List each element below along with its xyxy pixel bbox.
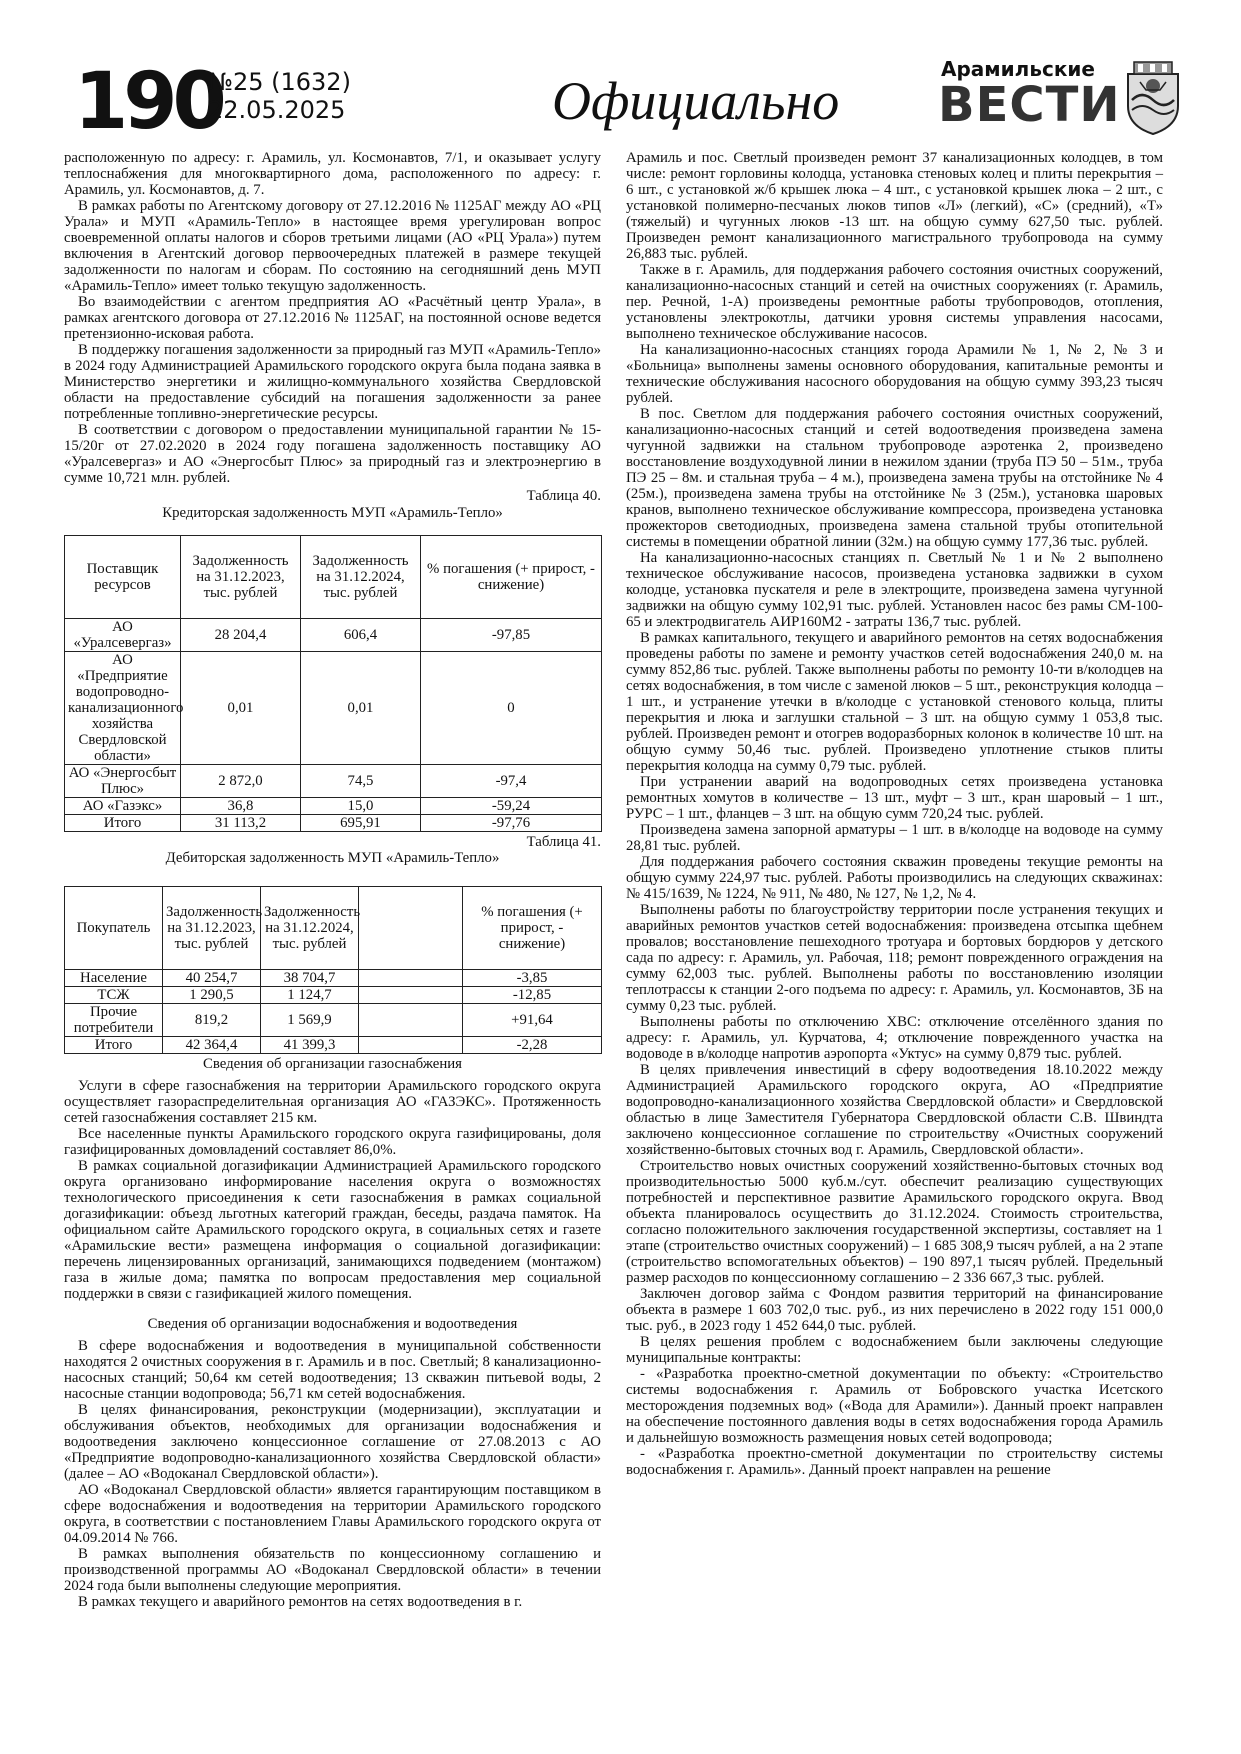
table-row bbox=[65, 1004, 602, 1037]
table-cell: 0,01 bbox=[181, 652, 301, 765]
table-cell: Прочие потребители bbox=[65, 1004, 163, 1037]
section-title: Официально bbox=[552, 71, 840, 131]
table-cell: 40 254,7 bbox=[163, 970, 261, 987]
table-cell: 695,91 bbox=[301, 815, 421, 832]
paragraph: В рамках выполнения обязательств по концессионному соглашению и производственной программы АО «Водоканал Свердловской области» в течении 2024 года были выполнены следующие мероприятия. bbox=[64, 1546, 601, 1594]
paragraph: Произведена замена запорной арматуры – 1 шт. в в/колодце на водоводе на сумму 28,81 тыс. рублей. bbox=[626, 822, 1163, 854]
table-cell: 74,5 bbox=[301, 765, 421, 798]
column-header: % погашения (+ прирост, - снижение) bbox=[463, 887, 602, 970]
logo-main-text: ВЕСТИ bbox=[938, 77, 1121, 133]
table-cell: 28 204,4 bbox=[181, 619, 301, 652]
table-title: Дебиторская задолженность МУП «Арамиль-Тепло» bbox=[165, 850, 500, 866]
table-cell: АО «Уралсевергаз» bbox=[65, 619, 181, 652]
paragraph: В рамках текущего и аварийного ремонтов на сетях водоотведения в г. bbox=[78, 1594, 523, 1610]
paragraph: Выполнены работы по отключению ХВС: отключение отселённого здания по адресу: г. Арамиль, ул. Курчатова, 4; отключение поврежденного участка на водоводе в в/колодце напротив аэропорта «Уктус» на сумму 0,879 тыс. рублей. bbox=[626, 1014, 1163, 1062]
paragraph: Во взаимодействии с агентом предприятия АО «Расчётный центр Урала», в рамках агентского договора от 27.12.2016 № 1125АГ, на постоянной основе ведется претензионно-исковая работа. bbox=[64, 294, 601, 342]
table-cell: Итого bbox=[65, 815, 181, 832]
table-row bbox=[65, 987, 602, 1004]
left-column bbox=[64, 150, 601, 1610]
paragraph: Все населенные пункты Арамильского городского округа газифицированы, доля газифицированных домовладений составляет 86,0%. bbox=[64, 1126, 601, 1158]
paragraph: На канализационно-насосных станциях города Арамили № 1, № 2, № 3 и «Больница» выполнены замены основного оборудования, капитальные ремонты и технические обслуживания насосного оборудования на общую сумму 393,23 тысяч рублей. bbox=[626, 342, 1163, 406]
column-header: Задолженность на 31.12.2023, тыс. рублей bbox=[163, 887, 261, 970]
table-title: Кредиторская задолженность МУП «Арамиль-Тепло» bbox=[162, 505, 503, 521]
table-cell bbox=[359, 1004, 463, 1037]
table-cell: 41 399,3 bbox=[261, 1037, 359, 1054]
table-cell: -59,24 bbox=[421, 798, 602, 815]
paragraph: Заключен договор займа с Фондом развития территорий на финансирование объекта в размере 1 603 702,0 тыс. руб., из них перечислено в 2022 году 151 000,0 тыс. руб., в 2023 году 1 452 644,0 тыс. рублей. bbox=[626, 1286, 1163, 1334]
paragraph: - «Разработка проектно-сметной документации по объекту: «Строительство системы водоснабжения г. Арамиль от Бобровского участка Исетского месторождения подземных вод» («Вода для Арамили»). Данный проект направлен на обеспечение постоянного давления воды в сетях водоснабжения города Арамиль и дальнейшую возможность размещения новых сетей водопровода; bbox=[626, 1366, 1163, 1446]
table-cell bbox=[359, 970, 463, 987]
newspaper-logo bbox=[938, 57, 1121, 133]
column-header: Поставщик ресурсов bbox=[65, 536, 181, 619]
section-heading: Сведения об организации водоснабжения и водоотведения bbox=[147, 1316, 518, 1332]
masthead bbox=[62, 58, 1180, 146]
table-row bbox=[65, 970, 602, 987]
paragraph: Для поддержания рабочего состояния скважин проведены текущие ремонты на общую сумму 224,97 тыс. рублей. Работы производились на следующих скважинах: № 415/1639, № 1224, № 911, № 480, № 127, № 1,2, № 4. bbox=[626, 854, 1163, 902]
paragraph: Арамиль и пос. Светлый произведен ремонт 37 канализационных колодцев, в том числе: ремонт горловины колодца, установка стеновых колец и плиты перекрытия – 6 шт., с установкой ж/б крышек люка – 4 шт., с установкой крышек люка – 2 шт., с установкой полимерно-песчаных люков типов «Л» (легкий), «С» (средний), «Т» (тяжелый) и чугунных люков -13 шт. на общую сумму 627,50 тыс. рублей. Произведен ремонт канализационного магистрального трубопровода на сумму 26,883 тыс. рублей. bbox=[626, 150, 1163, 262]
table-cell bbox=[359, 1037, 463, 1054]
column-header: % погашения (+ прирост, - снижение) bbox=[421, 536, 602, 619]
table-cell: 1 124,7 bbox=[261, 987, 359, 1004]
paragraph: В целях решения проблем с водоснабжением были заключены следующие муниципальные контракты: bbox=[626, 1334, 1163, 1366]
table-cell: 2 872,0 bbox=[181, 765, 301, 798]
table-cell: 606,4 bbox=[301, 619, 421, 652]
section-heading: Сведения об организации газоснабжения bbox=[203, 1056, 462, 1072]
page-number: 190 bbox=[74, 57, 222, 147]
paragraph: В рамках капитального, текущего и аварийного ремонтов на сетях водоснабжения проведены работы по замене и ремонту участков сетей водоснабжения 240,0 м. на сумму 852,86 тыс. рублей. Также выполнены работы по ремонту 10-ти в/колодцев на сетях водоснабжения, в том числе с заменой люков – 5 шт., реконструкция колодца – 1 шт., и устранение утечки в в/колодце с установкой стенового кольца, плиты перекрытия и люка и заглушки стальной – 3 шт. на общую сумму 1 053,8 тыс. рублей. Произведен ремонт и отогрев водоразборных колонок в количестве 10 шт. на общую сумму 50,46 тыс. рублей. Произведено уплотнение стыков плиты перекрытия колодца на сумму 0,79 тыс. рублей. bbox=[626, 630, 1163, 774]
table-row bbox=[65, 619, 602, 652]
table-cell: 36,8 bbox=[181, 798, 301, 815]
paragraph: При устранении аварий на водопроводных сетях произведена установка ремонтных хомутов в количестве – 13 шт., муфт – 3 шт., кран шаровый – 1 шт., РУРС – 1 шт., фланцев – 3 шт. на общую сумм 720,24 тыс. рублей. bbox=[626, 774, 1163, 822]
table-caption: Таблица 41. bbox=[526, 834, 601, 850]
paragraph: - «Разработка проектно-сметной документации по строительству системы водоснабжения г. Арамиль». Данный проект направлен на решение bbox=[626, 1446, 1163, 1478]
table-cell: 42 364,4 bbox=[163, 1037, 261, 1054]
column-header: Покупатель bbox=[65, 887, 163, 970]
table-cell: АО «Предприятие водопроводно-канализационного хозяйства Свердловской области» bbox=[65, 652, 181, 765]
table-caption: Таблица 40. bbox=[526, 488, 601, 504]
paragraph: В соответствии с договором о предоставлении муниципальной гарантии № 15-15/20г от 27.02.2020 в 2024 году погашена задолженность поставщику АО «Уралсевергаз» и АО «Энергосбыт Плюс» за природный газ и электроэнергию в сумме 10,721 млн. рублей. bbox=[64, 422, 601, 486]
table-header-row bbox=[65, 536, 602, 619]
table-cell: 15,0 bbox=[301, 798, 421, 815]
paragraph: В поддержку погашения задолженности за природный газ МУП «Арамиль-Тепло» в 2024 году Администрацией Арамильского городского округа была подана заявка в Министерство энергетики и жилищно-коммунального хозяйства Свердловской области на предоставление субсидий на погашения задолженности за ранее потребленные топливно-энергетические ресурсы. bbox=[64, 342, 601, 422]
column-header bbox=[359, 887, 463, 970]
creditor-debt-table bbox=[64, 535, 602, 832]
table-cell: 819,2 bbox=[163, 1004, 261, 1037]
paragraph: В пос. Светлом для поддержания рабочего состояния очистных сооружений, канализационно-насосных станций и сетей водоотведения произведена замена чугунной задвижки на стальном трубопроводе аэротенка 2, произведено восстановление воздуходувной линии в нежилом здании (труба ПЭ 50 – 51м., труба ПЭ 25 – 8м. и стальная труба – 4 м.), произведена замена трубы на отстойнике № 4 (25м.), произведена замена трубы на отстойнике № 3 (25м.), установка шаровых кранов, выполнено техническое обслуживание компрессора, произведена установка прожекторов светодиодных, произведена замена стальной трубы отопительной системы в помещении обратной линии (32м.) на общую сумму 177,36 тыс. рублей. bbox=[626, 406, 1163, 550]
column-header: Задолженность на 31.12.2024, тыс. рублей bbox=[261, 887, 359, 970]
table-cell: -97,4 bbox=[421, 765, 602, 798]
paragraph: В рамках работы по Агентскому договору от 27.12.2016 № 1125АГ между АО «РЦ Урала» и МУП «Арамиль-Тепло» в настоящее время урегулирован вопрос своевременной оплаты налогов и сборов третьими лицами (АО «РЦ Урала») путем включения в Агентский договор первоочередных платежей в размере текущей задолженности по налогам и сборам. По состоянию на сегодняшний день МУП «Арамиль-Тепло» имеет только текущую задолженность. bbox=[64, 198, 601, 294]
right-column bbox=[626, 150, 1163, 1478]
table-cell: 1 569,9 bbox=[261, 1004, 359, 1037]
paragraph: В целях финансирования, реконструкции (модернизации), эксплуатации и обслуживания объектов, необходимых для организации водоснабжения и водоотведения заключено концессионное соглашение от 27.08.2013 с АО «Предприятие водопроводно-канализационного хозяйства Свердловской области» (далее – АО «Водоканал Свердловской области»). bbox=[64, 1402, 601, 1482]
paragraph: В рамках социальной догазификации Администрацией Арамильского городского округа организовано информирование населения округа о возможностях технологического присоединения к сети газоснабжения в рамках социальной догазификации: объезд льготных категорий граждан, беседы, раздача памяток. На официальном сайте Арамильского городского округа, в социальных сетях и газете «Арамильские вести» размещена информация о социальной догазификации: перечень лицензированных организаций, занимающихся подведением (монтажом) газа в жилые дома; памятка по вопросам предоставления мер социальной поддержки в связи с газификацией жилого помещения. bbox=[64, 1158, 601, 1302]
table-cell: 1 290,5 bbox=[163, 987, 261, 1004]
paragraph: АО «Водоканал Свердловской области» является гарантирующим поставщиком в сфере водоснабжения и водоотведения на территории Арамильского городского округа, в соответствии с постановлением Главы Арамильского городского округа от 04.09.2014 № 766. bbox=[64, 1482, 601, 1546]
paragraph: Также в г. Арамиль, для поддержания рабочего состояния очистных сооружений, канализационно-насосных станций и сетей на очистных сооружениях (г. Арамиль, пер. Речной, 1-А) произведены ремонтные работы трубопроводов, отопления, установлены электрокотлы, датчики уровня системы управления насосами, выполнено техническое обслуживание насосов. bbox=[626, 262, 1163, 342]
paragraph: расположенную по адресу: г. Арамиль, ул. Космонавтов, 7/1, и оказывает услугу теплоснабжения для многоквартирного дома, расположенного по адресу: г. Арамиль, ул. Космонавтов, д. 7. bbox=[64, 150, 601, 198]
issue-info bbox=[208, 68, 351, 124]
table-cell: -12,85 bbox=[463, 987, 602, 1004]
table-cell: 38 704,7 bbox=[261, 970, 359, 987]
issue-date: 22.05.2025 bbox=[208, 96, 346, 124]
table-cell: -3,85 bbox=[463, 970, 602, 987]
table-cell: 31 113,2 bbox=[181, 815, 301, 832]
paragraph: Строительство новых очистных сооружений хозяйственно-бытовых сточных вод производительностью 5000 куб.м./сут. обеспечит реализацию существующих потребностей и перспективное развитие Арамильского городского округа. Ввод объекта планировалось осуществить до 31.12.2024. Стоимость строительства, согласно положительного заключения государственной экспертизы, составляет на 1 этапе (строительство очистных сооружений) – 1 685 308,9 тысяч рублей, а на 2 этапе (строительство вспомогательных объектов) – 190 897,1 тысяч рублей. Предельный размер расходов по концессионному соглашению – 2 336 667,3 тыс. рублей. bbox=[626, 1158, 1163, 1286]
table-cell: 0,01 bbox=[301, 652, 421, 765]
table-cell: Население bbox=[65, 970, 163, 987]
table-cell: ТСЖ bbox=[65, 987, 163, 1004]
table-cell: АО «Газэкс» bbox=[65, 798, 181, 815]
paragraph: Услуги в сфере газоснабжения на территории Арамильского городского округа осуществляет газораспределительная организация АО «ГАЗЭКС». Протяженность сетей газоснабжения составляет 215 км. bbox=[64, 1078, 601, 1126]
aramil-coat-of-arms-icon bbox=[1124, 60, 1182, 136]
table-row bbox=[65, 765, 602, 798]
paragraph: Выполнены работы по благоустройству территории после устранения текущих и аварийных ремонтов участков сетей водоснабжения: произведена отсыпка щебнем провалов; восстановление пешеходного тротуара и бортовых бордюров у детского сада по адресу: г. Арамиль, ул. Рабочая, 118; ремонт поврежденного ограждения на сумму 62,003 тыс. рублей. Выполнены работы по восстановлению изоляции теплотрассы к станции 2-ого подъема по адресу: г. Арамиль, ул. Космонавтов, 3Б на сумму 0,23 тыс. рублей. bbox=[626, 902, 1163, 1014]
logo-top-text: Арамильские bbox=[941, 57, 1095, 81]
paragraph: На канализационно-насосных станциях п. Светлый № 1 и № 2 выполнено техническое обслуживание насосов, произведена установка задвижки в сухом колодце, установка пускателя и реле в электрощите, произведена замена чугунной задвижки на общую сумму 102,91 тыс. рублей. Установлен насос без рамы СМ-100-65 и электродвигатель АИР160М2 - затраты 136,7 тыс. рублей. bbox=[626, 550, 1163, 630]
column-header: Задолженность на 31.12.2024, тыс. рублей bbox=[301, 536, 421, 619]
table-total-row bbox=[65, 815, 602, 832]
table-total-row bbox=[65, 1037, 602, 1054]
table-cell bbox=[359, 987, 463, 1004]
table-row bbox=[65, 798, 602, 815]
paragraph: В сфере водоснабжения и водоотведения в муниципальной собственности находятся 2 очистных сооружения в г. Арамиль и в пос. Светлый; 8 канализационно-насосных станций; 50,64 км сетей водоотведения; 13 скважин питьевой воды, 2 насосные станции водопровода; 56,71 км сетей водоснабжения. bbox=[64, 1338, 601, 1402]
table-cell: -97,76 bbox=[421, 815, 602, 832]
table-cell: -2,28 bbox=[463, 1037, 602, 1054]
issue-number: №25 (1632) bbox=[208, 68, 351, 96]
paragraph: В целях привлечения инвестиций в сферу водоотведения 18.10.2022 между Администрацией Арамильского городского округа, АО «Предприятие водопроводно-канализационного хозяйства Свердловской области» и Свердловской областью в лице Заместителя Губернатора Свердловской области С.В. Швиндта заключено концессионное соглашение по строительству «Очистных сооружений хозяйственно-бытовых сточных вод г. Арамиль, Свердловской области». bbox=[626, 1062, 1163, 1158]
table-cell: Итого bbox=[65, 1037, 163, 1054]
table-cell: АО «Энергосбыт Плюс» bbox=[65, 765, 181, 798]
table-row bbox=[65, 652, 602, 765]
column-header: Задолженность на 31.12.2023, тыс. рублей bbox=[181, 536, 301, 619]
table-cell: +91,64 bbox=[463, 1004, 602, 1037]
table-header-row bbox=[65, 887, 602, 970]
receivables-table bbox=[64, 886, 602, 1054]
table-cell: 0 bbox=[421, 652, 602, 765]
table-cell: -97,85 bbox=[421, 619, 602, 652]
